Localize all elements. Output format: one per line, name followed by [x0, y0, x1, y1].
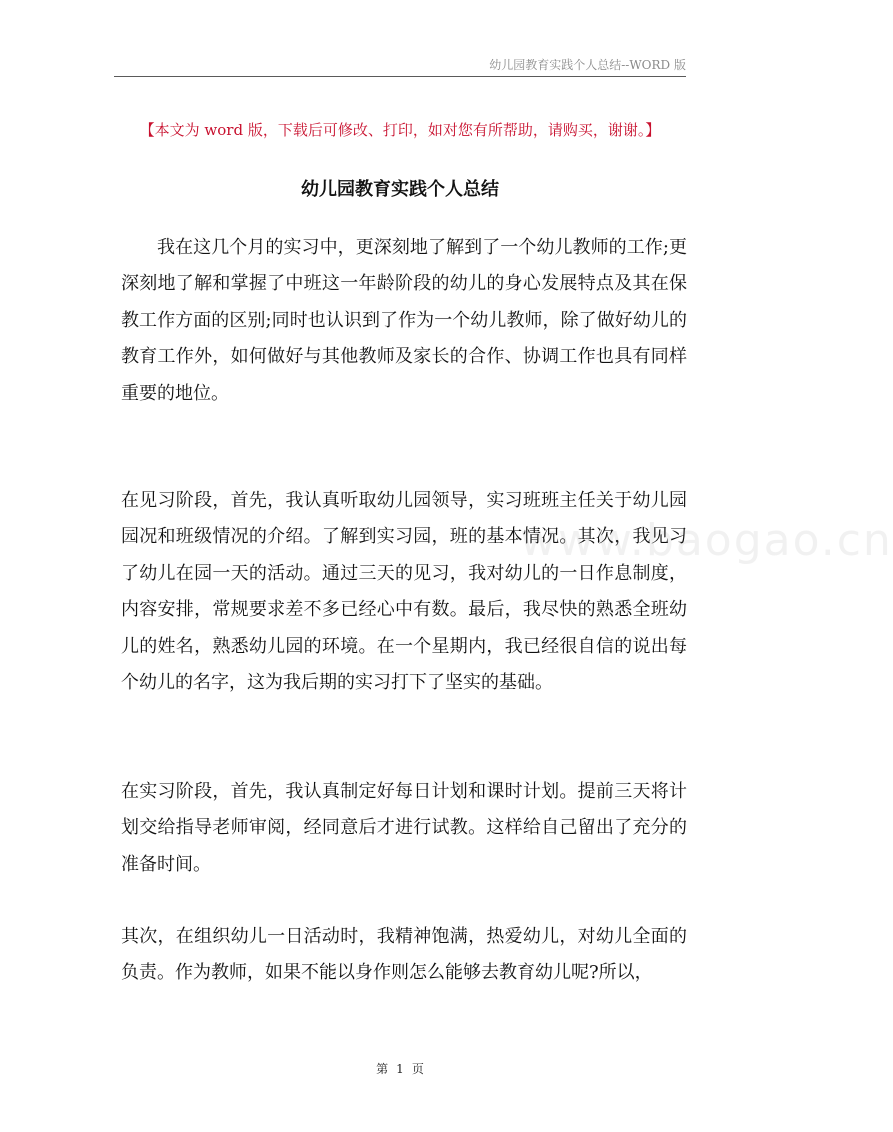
running-header: 幼儿园教育实践个人总结--WORD 版	[489, 58, 686, 72]
page-footer	[0, 1060, 800, 1077]
header-divider	[114, 76, 686, 77]
purchase-notice: 【本文为 word 版，下载后可修改、打印，如对您有所帮助，请购买，谢谢。】	[139, 121, 661, 139]
page-number: 1	[396, 1062, 404, 1076]
footer-prefix: 第	[376, 1062, 389, 1076]
paragraph-practice-stage: 在实习阶段，首先，我认真制定好每日计划和课时计划。提前三天将计划交给指导老师审阅，经同意后才进行试教。这样给自己留出了充分的准备时间。	[121, 781, 687, 875]
footer-suffix: 页	[411, 1062, 424, 1076]
watermark: www.baogao.cn	[520, 515, 893, 566]
paragraph-observation-stage: 在见习阶段，首先，我认真听取幼儿园领导，实习班班主任关于幼儿园园况和班级情况的介绍。了解到实习园，班的基本情况。其次，我见习了幼儿在园一天的活动。通过三天的见习，我对幼儿的一日作息制度，内容安排，常规要求差不多已经心中有数。最后，我尽快的熟悉全班幼儿的姓名，熟悉幼儿园的环境。在一个星期内，我已经很自信的说出每个幼儿的名字，这为我后期的实习打下了坚实的基础。	[121, 490, 687, 694]
document-title: 幼儿园教育实践个人总结	[301, 179, 499, 200]
paragraph-intro: 我在这几个月的实习中，更深刻地了解到了一个幼儿教师的工作;更深刻地了解和掌握了中班这一年龄阶段的幼儿的身心发展特点及其在保教工作方面的区别;同时也认识到了作为一个幼儿教师，除了做好幼儿的教育工作外，如何做好与其他教师及家长的合作、协调工作也具有同样重要的地位。	[121, 237, 687, 404]
paragraph-daily-activities: 其次，在组织幼儿一日活动时，我精神饱满，热爱幼儿，对幼儿全面的负责。作为教师，如果不能以身作则怎么能够去教育幼儿呢?所以，	[121, 926, 687, 984]
